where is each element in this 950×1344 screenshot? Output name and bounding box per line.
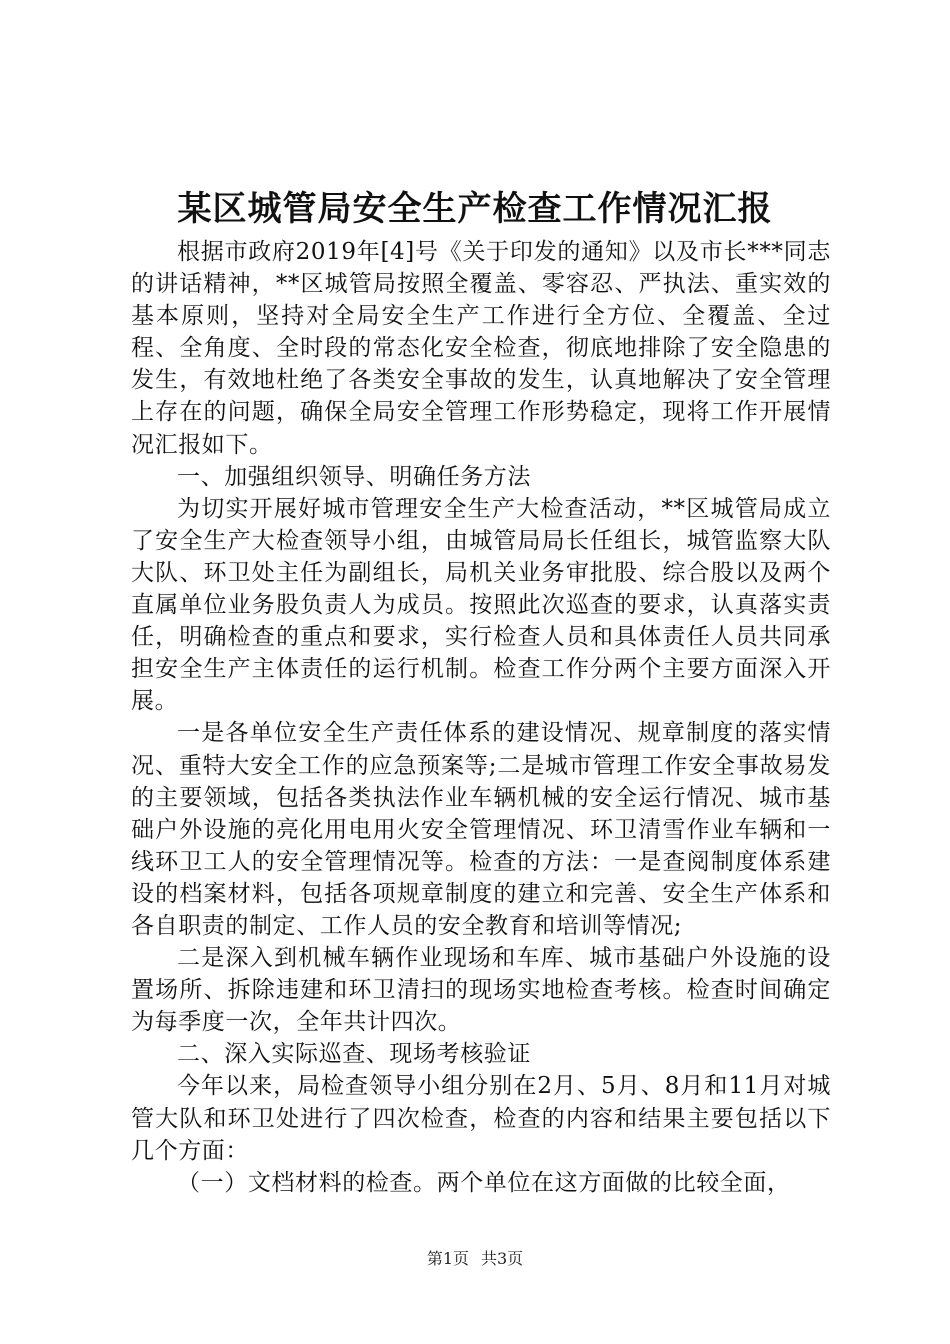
section-1-paragraph-3: 二是深入到机械车辆作业现场和车库、城市基础户外设施的设置场所、拆除违建和环卫清扫的现场实地检查考核。检查时间确定为每季度一次，全年共计四次。 (131, 945, 831, 1036)
section-1-paragraph-1: 为切实开展好城市管理安全生产大检查活动，**区城管局成立了安全生产大检查领导小组，由城管局局长任组长，城管监察大队大队、环卫处主任为副组长，局机关业务审批股、综合股以及两个直属单位业务股负责人为成员。按照此次巡查的要求，认真落实责任，明确检查的重点和要求，实行检查人员和具体责任人员共同承担安全生产主体责任的运行机制。检查工作分两个主要方面深入开展。 (131, 495, 831, 715)
section-heading-2: 二、深入实际巡查、现场考核验证 (177, 1041, 531, 1068)
page-total: 共3页 (481, 1249, 524, 1268)
page-footer (0, 1247, 950, 1271)
document-body (131, 236, 831, 1199)
section-2-paragraph-1: 今年以来，局检查领导小组分别在2月、5月、8月和11月对城管大队和环卫处进行了四次检查，检查的内容和结果主要包括以下几个方面： (131, 1073, 831, 1164)
page-number: 第1页 (426, 1249, 469, 1268)
intro-paragraph: 根据市政府2019年[4]号《关于印发的通知》以及市长***同志的讲话精神，**区城管局按照全覆盖、零容忍、严执法、重实效的基本原则，坚持对全局安全生产工作进行全方位、全覆盖、全过程、全角度、全时段的常态化安全检查，彻底地排除了安全隐患的发生，有效地杜绝了各类安全事故的发生，认真地解决了安全管理上存在的问题，确保全局安全管理工作形势稳定，现将工作开展情况汇报如下。 (131, 239, 831, 458)
section-1-paragraph-2: 一是各单位安全生产责任体系的建设情况、规章制度的落实情况、重特大安全工作的应急预案等;二是城市管理工作安全事故易发的主要领域，包括各类执法作业车辆机械的安全运行情况、城市基础户外设施的亮化用电用火安全管理情况、环卫清雪作业车辆和一线环卫工人的安全管理情况等。检查的方法：一是查阅制度体系建设的档案材料，包括各项规章制度的建立和完善、安全生产体系和各自职责的制定、工作人员的安全教育和培训等情况; (131, 720, 831, 939)
section-heading-1: 一、加强组织领导、明确任务方法 (177, 463, 531, 490)
document-title: 某区城管局安全生产检查工作情况汇报 (177, 189, 773, 229)
section-2-paragraph-2: （一）文档材料的检查。两个单位在这方面做的比较全面， (177, 1169, 791, 1196)
